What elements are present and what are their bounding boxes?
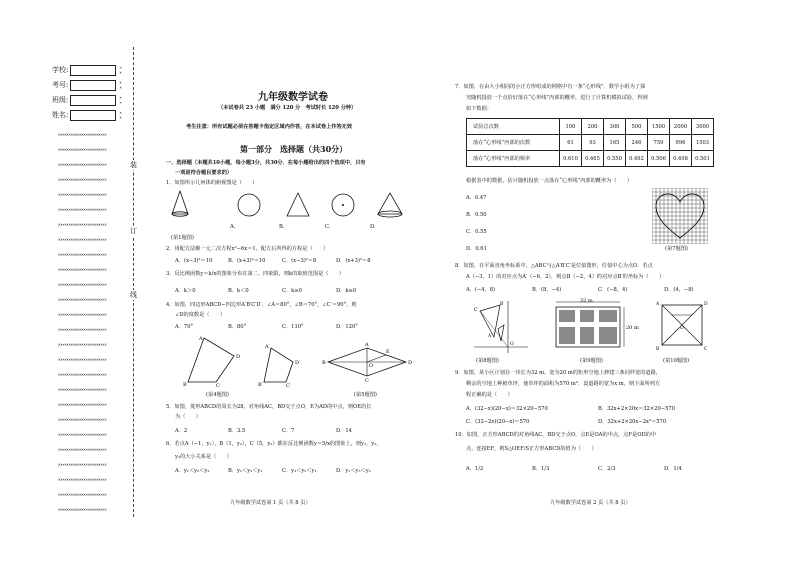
q10-square: [655, 301, 708, 352]
exam-notice: 考生注意：所有试题必须在答题卡指定区域内作答，在本试卷上作答无效: [186, 124, 353, 130]
q1-caption: (第1题图): [171, 235, 194, 241]
q7-option-b[interactable]: B．0.50: [466, 212, 487, 218]
q4-stem-2: ∠D的度数是（ ）: [175, 312, 226, 318]
binding-cross-row: ×××××××××××××××××××××××: [58, 402, 107, 407]
q5-stem-1: 5．如图，菱形ABCD的周长为28，对角线AC，BD交于点O，E为AD的中点，则OE的长: [166, 404, 372, 410]
q8-stem-1: 8．如图，在平面直角坐标系中，△ABC与△A′B′C′是位似图形，位似中心为点O．若点: [455, 263, 653, 269]
q7-heart-grid-figure: [652, 188, 708, 244]
svg-text:D: D: [408, 360, 413, 366]
exam-meta: （本试卷共 23 小题 满分 120 分 考试时长 120 分钟）: [218, 105, 357, 111]
q8-option-c[interactable]: C．(−8，4): [598, 287, 628, 293]
q1-option-d[interactable]: D.: [370, 224, 376, 230]
binding-cross-row: ×××××××××××××××××××××××: [58, 132, 107, 137]
q3-option-d[interactable]: D．k≤0: [336, 288, 357, 294]
q6-option-b[interactable]: B．y₂＜y₃＜y₁: [228, 468, 263, 474]
q2-option-c[interactable]: C．(x−3)²＝8: [282, 258, 317, 264]
binding-cross-row: ×××××××××××××××××××××××: [58, 357, 107, 362]
q4-quadrilateral-abcd-prime: [258, 344, 301, 389]
q1-stem: 1．如图所示几何体的俯视图是（ ）: [166, 180, 258, 186]
svg-text:D′: D′: [295, 360, 301, 366]
q9-option-a[interactable]: A．(32−x)(20−x)＝32×20−570: [466, 406, 548, 412]
svg-text:B: B: [322, 360, 326, 366]
exam-title: 九年级数学试卷: [258, 92, 328, 103]
svg-text:O: O: [680, 326, 684, 331]
q4-quadrilateral-abcd: [183, 336, 240, 389]
svg-text:C′: C′: [474, 308, 479, 313]
binding-cross-row: ×××××××××××××××××××××××: [58, 342, 107, 347]
bind-char-ding: 订: [130, 227, 137, 235]
q6-option-c[interactable]: C．y₃＜y₂＜y₁: [282, 468, 317, 474]
part-title: 第一部分 选择题（共30分）: [240, 144, 348, 154]
q5-option-d[interactable]: D．14: [336, 428, 352, 434]
q6-stem-2: y₃的大小关系是（ ）: [175, 454, 232, 460]
section-instruction-1: 一、选择题（本题共10小题，每小题3分，共30分．在每小题给出的四个选项中，只有: [166, 160, 366, 166]
q9-option-d[interactable]: D．32x+2×20x−2x²＝570: [598, 419, 667, 425]
q8-option-d[interactable]: D．(4，−8): [664, 287, 694, 293]
svg-text:O: O: [369, 363, 374, 369]
q6-option-d[interactable]: D．y₁＜y₃＜y₂: [336, 468, 371, 474]
q10-option-a[interactable]: A．1/2: [466, 466, 484, 472]
q8-option-a[interactable]: A．(−4，8): [466, 287, 496, 293]
school-field[interactable]: 学校: × ×: [52, 65, 122, 75]
q7-option-d[interactable]: D．0.61: [466, 246, 487, 252]
svg-text:C: C: [704, 347, 708, 352]
q3-option-c[interactable]: C．k≥0: [282, 288, 302, 294]
binding-cross-row: ×××××××××××××××××××××××: [58, 327, 107, 332]
q1-option-a-circle: [238, 194, 260, 216]
q9-stem-2: 剩余的空地上种植草坪，使草坪的面积为570 m²．设道路的宽为x m，则下面所列方: [466, 381, 661, 387]
table-row: 试验总次数 100 200 300 500 1500 2000 3000: [467, 119, 714, 135]
q9-stem-1: 9．如图，某小区计划在一块长为32 m，宽为20 m的矩形空地上修建三条同样宽的道路，: [455, 370, 662, 376]
svg-text:C: C: [365, 378, 369, 384]
svg-text:B′: B′: [258, 382, 263, 388]
svg-text:E: E: [386, 349, 390, 355]
binding-cross-row: ×××××××××××××××××××××××: [58, 252, 107, 257]
q10-caption: (第10题图): [663, 358, 690, 364]
q4-q5-figures: [176, 334, 416, 390]
svg-text:A: A: [656, 302, 660, 307]
name-field[interactable]: 姓名: × ×: [52, 110, 122, 120]
q10-option-b[interactable]: B．1/3: [532, 466, 550, 472]
q1-option-a[interactable]: A.: [230, 224, 236, 230]
q2-option-d[interactable]: D．(x+3)²＝8: [336, 258, 371, 264]
table-row: 落在“心形线”内部的次数 61 93 165 246 759 996 1503: [467, 135, 714, 151]
q6-stem-1: 6．若点A（−1，y₁），B（1，y₂），C（5，y₃）都在反比例函数y＝5/x的图象上，则y₁，y₂，: [166, 441, 382, 447]
svg-text:A′: A′: [488, 334, 493, 339]
q7-stem-3: 如下数据：: [466, 106, 492, 112]
q10-stem-2: 点，连接EF，则S△OEF/S正方形ABCD的值为（ ）: [466, 446, 597, 452]
q4-option-d[interactable]: D．120°: [336, 324, 358, 330]
q9-road-rectangle: [556, 302, 624, 347]
binding-cross-row: ×××××××××××××××××××××××: [58, 222, 107, 227]
q9-option-c[interactable]: C．(32−2x)(20−x)＝570: [466, 419, 530, 425]
q9-option-b[interactable]: B．32x+2×20x＝32×20−570: [598, 406, 676, 412]
q1-option-c[interactable]: C.: [325, 224, 331, 230]
table-row: 落在“心形线”内部的频率 0.610 0.465 0.550 0.492 0.506 0.498 0.501: [467, 151, 714, 167]
q3-option-a[interactable]: A．k＞0: [175, 288, 196, 294]
q8-caption: (第8题图): [476, 358, 499, 364]
q3-stem: 3．反比例函数y＝k/x的图象分布在第二、四象限，则k的取值范围是（ ）: [166, 271, 345, 277]
binding-cross-row: ×××××××××××××××××××××××: [58, 462, 107, 467]
svg-text:D: D: [236, 354, 241, 360]
svg-text:A′: A′: [265, 344, 270, 350]
page-footer-left: 九年级数学试卷第 1 页（共 8 页）: [230, 500, 311, 506]
binding-cross-row: ×××××××××××××××××××××××: [58, 477, 107, 482]
q1-cone-figure: [172, 191, 188, 214]
svg-text:D: D: [704, 302, 708, 307]
q4-option-c[interactable]: C．110°: [282, 324, 304, 330]
q3-option-b[interactable]: B．k＜0: [228, 288, 249, 294]
bind-char-zhuang: 装: [130, 161, 137, 169]
q5-option-b[interactable]: B．3.5: [228, 428, 246, 434]
binding-cross-row: ×××××××××××××××××××××××: [58, 192, 107, 197]
q5-option-a[interactable]: A．2: [175, 428, 188, 434]
svg-text:A: A: [199, 336, 203, 342]
q7-caption: (第7题图): [665, 246, 688, 252]
binding-cross-row: ×××××××××××××××××××××××: [58, 162, 107, 167]
q7-option-c[interactable]: C．0.55: [466, 229, 487, 235]
svg-text:B: B: [656, 347, 660, 352]
q4-stem-1: 4．如图，四边形ABCD∽四边形A′B′C′D′，∠A＝80°，∠B＝70°，∠C′＝90°，则: [166, 302, 357, 308]
binding-cross-row: ×××××××××××××××××××××××: [58, 492, 107, 497]
class-field[interactable]: 班级: × ×: [52, 95, 122, 105]
binding-cross-row: ×××××××××××××××××××××××: [58, 372, 107, 377]
binding-cross-row: ×××××××××××××××××××××××: [58, 417, 107, 422]
svg-text:B: B: [183, 382, 187, 388]
binding-cross-row: ×××××××××××××××××××××××: [58, 147, 107, 152]
binding-line: [133, 47, 134, 517]
svg-text:C′: C′: [286, 383, 291, 389]
q5-stem-2: 为（ ）: [175, 414, 201, 420]
q10-option-c[interactable]: C．2/3: [598, 466, 616, 472]
binding-cross-row: ×××××××××××××××××××××××: [58, 282, 107, 287]
binding-cross-row: ×××××××××××××××××××××××: [58, 312, 107, 317]
q9-stem-3: 程正确的是（ ）: [466, 392, 513, 398]
q1-option-b-triangle: [287, 193, 309, 216]
q2-stem: 2．用配方法解一元二次方程x²−6x＝1，配方后所得的方程是（ ）: [166, 246, 329, 252]
q7-data-table: [466, 118, 714, 167]
binding-cross-row: ×××××××××××××××××××××××: [58, 297, 107, 302]
binding-cross-row: ×××××××××××××××××××××××: [58, 267, 107, 272]
svg-text:B′: B′: [500, 302, 505, 307]
svg-text:C: C: [216, 383, 220, 389]
q8-option-b[interactable]: B．(8，−4): [532, 287, 562, 293]
q8-similar-triangles: [474, 301, 528, 353]
binding-cross-row: ×××××××××××××××××××××××: [58, 207, 107, 212]
q9-caption: (第9题图): [580, 358, 603, 364]
bind-char-xian: 线: [130, 291, 137, 299]
q8-stem-2: A（−3，1）的对应点为A′（−6，2），则点B（−2，4）的对应点B′的坐标为（ ）: [466, 274, 665, 280]
q9-width-label: 20 m: [626, 325, 639, 331]
section-instruction-2: 一项是符合题目要求的）: [175, 170, 233, 176]
q9-length-label: 32 m: [580, 298, 593, 304]
q4-option-b[interactable]: B．80°: [228, 324, 247, 330]
page-footer-right: 九年级数学试卷第 2 页（共 8 页）: [550, 500, 631, 506]
binding-cross-row: ×××××××××××××××××××××××: [58, 237, 107, 242]
q5-caption: (第5题图): [354, 392, 377, 398]
q5-rhombus: [322, 342, 412, 384]
q5-option-c[interactable]: C．7: [282, 428, 295, 434]
q7-option-a[interactable]: A．0.47: [466, 195, 487, 201]
binding-cross-row: ×××××××××××××××××××××××: [58, 177, 107, 182]
q7-question: 根据表中的数据，估计随机投放一点落在“心形线”内部的概率为（ ）: [466, 178, 633, 184]
svg-text:A: A: [365, 342, 369, 348]
q10-option-d[interactable]: D．1/4: [664, 466, 682, 472]
q2-option-a[interactable]: A．(x−3)²＝10: [175, 258, 213, 264]
q6-option-a[interactable]: A．y₁＜y₂＜y₃: [175, 468, 210, 474]
q2-option-b[interactable]: B．(x+3)²＝10: [228, 258, 266, 264]
svg-text:O: O: [510, 342, 514, 347]
q10-stem-1: 10．如图，正方形ABCD的对角线AC，BD交于点O，点E是OA的中点，点F是OD的中: [455, 432, 656, 438]
q1-option-b[interactable]: B.: [279, 224, 285, 230]
exam-number-field[interactable]: 考号: × ×: [52, 80, 122, 90]
q8-q9-q10-figures: [470, 297, 740, 355]
q4-caption: (第4题图): [206, 392, 229, 398]
q4-option-a[interactable]: A．70°: [175, 324, 194, 330]
binding-cross-row: ×××××××××××××××××××××××: [58, 432, 107, 437]
binding-cross-row: ×××××××××××××××××××××××: [58, 447, 107, 452]
q7-stem-2: 究随机投放一个点恰好落在“心形线”内部的概率，进行了计算机模拟试验，得到: [466, 95, 648, 101]
binding-cross-row: ×××××××××××××××××××××××: [58, 507, 107, 512]
binding-cross-row: ×××××××××××××××××××××××: [58, 387, 107, 392]
q7-stem-1: 7．如图，在由大小相同的小正方形组成的网格中有一条“心形线”．数学小组为了探: [455, 84, 646, 90]
